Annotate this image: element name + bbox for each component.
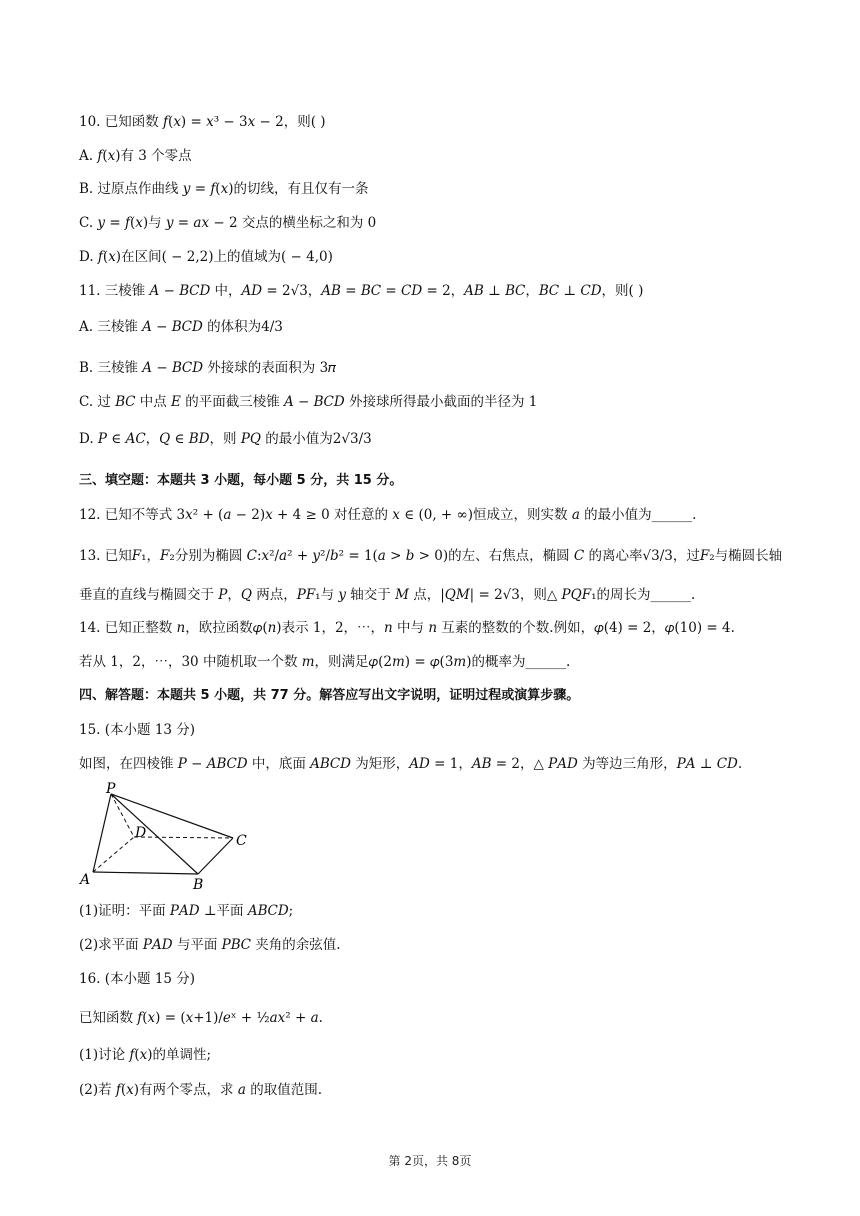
- question-13: 13. 已知𝐹₁，𝐹₂分别为椭圆 𝐶:𝑥²/𝑎² + 𝑦²/𝑏² = 1(𝑎 > 𝑏 > 0)的左、右焦点，椭圆 𝐶 的离心率√3/3，过𝐹₂与椭圆长轴: [79, 548, 783, 564]
- figure-label-a: A: [80, 872, 91, 888]
- question-14: 14. 已知正整数 𝑛，欧拉函数𝜑(𝑛)表示 1，2，⋯，𝑛 中与 𝑛 互素的整数的个数.例如，𝜑(4) = 2，𝜑(10) = 4.: [79, 620, 735, 636]
- question-15-part-2: (2)求平面 𝑃𝐴𝐷 与平面 𝑃𝐵𝐶 夹角的余弦值.: [79, 937, 341, 953]
- question-16-part-1: (1)讨论 𝑓(𝑥)的单调性;: [79, 1047, 212, 1063]
- question-10-option-c: C. 𝑦 = 𝑓(𝑥)与 𝑦 = 𝑎𝑥 − 2 交点的横坐标之和为 0: [79, 215, 377, 231]
- question-10-option-b: B. 过原点作曲线 𝑦 = 𝑓(𝑥)的切线，有且仅有一条: [79, 181, 369, 197]
- question-10-option-a: A. 𝑓(𝑥)有 3 个零点: [79, 148, 192, 164]
- question-15-stem: 如图，在四棱锥 𝑃 − 𝐴𝐵𝐶𝐷 中，底面 𝐴𝐵𝐶𝐷 为矩形，𝐴𝐷 = 1，𝐴𝐵 = 2，△ 𝑃𝐴𝐷 为等边三角形，𝑃𝐴 ⊥ 𝐶𝐷.: [79, 756, 743, 772]
- question-12: 12. 已知不等式 3𝑥² + (𝑎 − 2)𝑥 + 4 ≥ 0 对任意的 𝑥 ∈ (0, + ∞)恒成立，则实数 𝑎 的最小值为______.: [79, 507, 697, 523]
- question-11-option-d: D. 𝑃 ∈ 𝐴𝐶，𝑄 ∈ 𝐵𝐷，则 𝑃𝑄 的最小值为2√3/3: [79, 431, 372, 447]
- question-11-option-b: B. 三棱锥 𝐴 − 𝐵𝐶𝐷 外接球的表面积为 3𝜋: [79, 360, 337, 376]
- question-15-part-1: (1)证明：平面 𝑃𝐴𝐷 ⊥平面 𝐴𝐵𝐶𝐷;: [79, 903, 294, 919]
- question-16: 16. (本小题 15 分): [79, 971, 196, 987]
- figure-label-d: D: [135, 825, 147, 841]
- question-11: 11. 三棱锥 𝐴 − 𝐵𝐶𝐷 中，𝐴𝐷 = 2√3，𝐴𝐵 = 𝐵𝐶 = 𝐶𝐷 = 2，𝐴𝐵 ⊥ 𝐵𝐶，𝐵𝐶 ⊥ 𝐶𝐷，则( ): [79, 283, 644, 299]
- question-10: 10. 已知函数 𝑓(𝑥) = 𝑥³ − 3𝑥 − 2，则( ): [79, 114, 326, 130]
- question-11-option-a: A. 三棱锥 𝐴 − 𝐵𝐶𝐷 的体积为4/3: [79, 319, 283, 335]
- section-4-heading: 四、解答题：本题共 5 小题，共 77 分。解答应写出文字说明，证明过程或演算步骤。: [79, 688, 580, 703]
- figure-label-p: P: [106, 781, 116, 797]
- section-3-heading: 三、填空题：本题共 3 小题，每小题 5 分，共 15 分。: [79, 473, 403, 488]
- figure-label-b: B: [193, 877, 204, 892]
- question-14-continued: 若从 1，2，⋯，30 中随机取一个数 𝑚，则满足𝜑(2𝑚) = 𝜑(3𝑚)的概率为______.: [79, 654, 571, 670]
- question-11-option-c: C. 过 𝐵𝐶 中点 𝐸 的平面截三棱锥 𝐴 − 𝐵𝐶𝐷 外接球所得最小截面的半径为 1: [79, 394, 538, 410]
- figure-label-c: C: [236, 833, 247, 849]
- question-16-part-2: (2)若 𝑓(𝑥)有两个零点，求 𝑎 的取值范围.: [79, 1082, 322, 1098]
- question-13-continued: 垂直的直线与椭圆交于 𝑃，𝑄 两点，𝑃𝐹₁与 𝑦 轴交于 𝑀 点，|𝑄𝑀| = 2√3，则△ 𝑃𝑄𝐹₁的周长为______.: [79, 587, 696, 603]
- page-footer: 第 2页，共 8页: [388, 1154, 472, 1168]
- question-10-option-d: D. 𝑓(𝑥)在区间( − 2,2)上的值域为( − 4,0): [79, 249, 333, 265]
- question-15: 15. (本小题 13 分): [79, 722, 196, 738]
- pyramid-figure: [76, 780, 266, 892]
- question-16-stem: 已知函数 𝑓(𝑥) = (𝑥+1)/𝑒ˣ + ½𝑎𝑥² + 𝑎.: [79, 1010, 323, 1026]
